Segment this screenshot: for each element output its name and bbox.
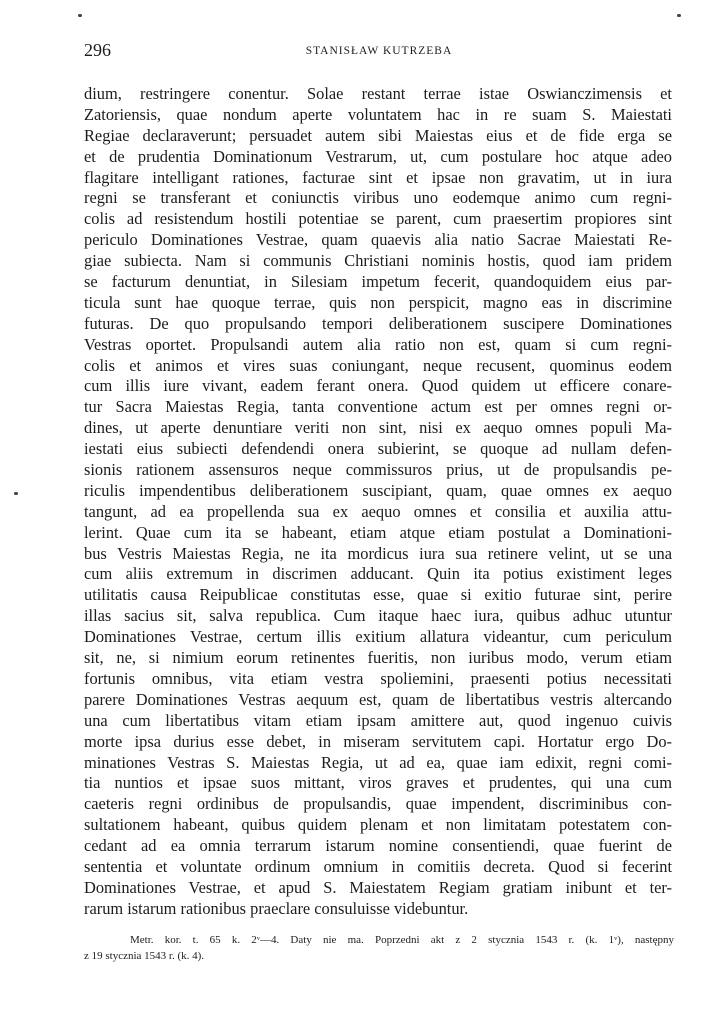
text-line: minationes Vestras S. Maiestas Regia, ut ad ea, quae iam edixit, regni comi-	[84, 752, 672, 772]
text-line: illas sacius sit, salva republica. Cum itaque haec iura, quibus adhuc utuntur	[84, 606, 672, 626]
page-number: 296	[84, 40, 111, 60]
text-line: cum illis iure vivant, eadem ferant onera. Quod quidem ut efficere conare-	[84, 376, 672, 396]
scan-speck	[14, 492, 18, 495]
text-line: ticula sunt hae quoque terrae, quis non perspicit, magno eas in discrimine	[84, 292, 672, 312]
text-line: futuras. De quo propulsando tempori deliberationem suscipere Dominationes	[84, 313, 672, 333]
scan-speck	[78, 14, 82, 17]
scan-speck	[677, 14, 681, 17]
text-line: cedant ad ea omnia terrarum istarum nomine consentiendi, quae fuerint de	[84, 836, 672, 856]
text-line: tur Sacra Maiestas Regia, tanta conventione actum est per omnes regni or-	[84, 397, 672, 417]
text-line: colis ad resistendum hostili potentiae se parent, cum praesertim propiores sint	[84, 209, 672, 229]
text-line: dines, ut aperte denuntiare veriti non sint, nisi ex aequo omnes populi Ma-	[84, 418, 672, 438]
text-line: Dominationes Vestrae, et apud S. Maiestatem Regiam gratiam inibunt et ter-	[84, 877, 672, 897]
footnote-line: Metr. kor. t. 65 k. 2ᵛ—4. Daty nie ma. Poprzedni akt z 2 stycznia 1543 r. (k. 1ᵛ), następny	[130, 934, 674, 946]
text-line: parere Dominationes Vestras aequum est, quam de libertatibus vestris altercando	[84, 689, 672, 709]
text-line: sententia et voluntate ordinum omnium in comitiis decreta. Quod si fecerint	[84, 856, 672, 876]
text-line: Zatoriensis, quae nondum aperte voluntatem hac in re suam S. Maiestati	[84, 104, 672, 124]
text-line: Vestras oportet. Propulsandi autem alia ratio non est, quam si cum regni-	[84, 334, 672, 354]
text-line: riculis impendentibus deliberationem suscipiant, quam, quae omnes ex aequo	[84, 480, 672, 500]
text-line: lerint. Quae cum ita se habeant, etiam atque etiam postulat a Dominationi-	[84, 522, 672, 542]
text-line: una cum libertatibus vitam etiam ipsam amittere aut, quod ingenuo cuivis	[84, 710, 672, 730]
text-line: rarum istarum rationibus praeclare consuluisse videbuntur.	[84, 898, 469, 918]
text-line: utilitatis causa Reipublicae constitutas esse, quae si exitio futurae sint, perire	[84, 585, 672, 605]
text-line: Dominationes Vestrae, certum illis exitium allatura videantur, cum periculum	[84, 627, 672, 647]
text-line: regni se transferant et coniunctis viribus uno eodemque animo cum regni-	[84, 188, 672, 208]
text-line: dium, restringere conentur. Solae restant terrae istae Oswianczimensis et	[84, 84, 672, 103]
text-line: morte ipsa durius esse debet, in miseram servitutem capi. Hortatur ergo Do-	[84, 731, 672, 751]
text-line: fortunis omnibus, vita etiam vestra spoliemini, praesenti potius necessitati	[84, 668, 672, 688]
footnote-line: z 19 stycznia 1543 r. (k. 4).	[84, 950, 205, 962]
text-line: tia nuntios et ipsae suos mittant, viros graves et prudentes, qui una cum	[84, 773, 672, 793]
text-line: tangunt, ad ea propellenda sua ex aequo omnes et consilia et auxilia attu-	[84, 501, 672, 521]
text-line: cum aliis extremum in discrimen adducant. Quin ita potius existiment leges	[84, 564, 672, 584]
text-line: periculo Dominationes Vestrae, quam quaevis alia natio Sacrae Maiestati Re-	[84, 230, 672, 250]
text-line: iestati eius subiecti defendendi onera subierint, se quoque ad nullam defen-	[84, 439, 672, 459]
text-line: et de prudentia Dominationum Vestrarum, ut, cum postulare hoc atque adeo	[84, 146, 672, 166]
page-header	[84, 40, 674, 64]
text-line: giae subiecta. Nam si communis Christiani nominis hostis, quod iam pridem	[84, 251, 672, 271]
text-line: se facturum denuntiat, in Silesiam impetum fecerit, quandoquidem eius par-	[84, 272, 672, 292]
running-head: STANISŁAW KUTRZEBA	[305, 45, 453, 57]
text-line: sit, ne, si nimium eorum retinentes fueritis, non iuribus modo, verum etiam	[84, 648, 672, 668]
body-text	[84, 84, 672, 920]
text-line: Regiae declaraverunt; persuadet autem sibi Maiestas eius et de fide erga se	[84, 125, 672, 145]
text-line: sionis rationem assensuros neque commissuros prius, ut de propulsandis pe-	[84, 460, 672, 480]
text-line: sultationem habeant, quibus quidem plenam et non limitatam potestatem con-	[84, 815, 672, 835]
footnote	[84, 932, 674, 964]
text-line: flagitare intelligant rationes, facturae sint et ipsae non gravatim, ut in iura	[84, 167, 672, 187]
text-line: bus Vestris Maiestas Regia, ne ita mordicus iura sua retinere velint, ut se una	[84, 543, 672, 563]
text-line: colis et animos et vires suas coniungant, neque recusent, quominus eodem	[84, 355, 672, 375]
text-line: caeteris regni ordinibus de propulsandis, quae impendent, discriminibus con-	[84, 794, 672, 814]
